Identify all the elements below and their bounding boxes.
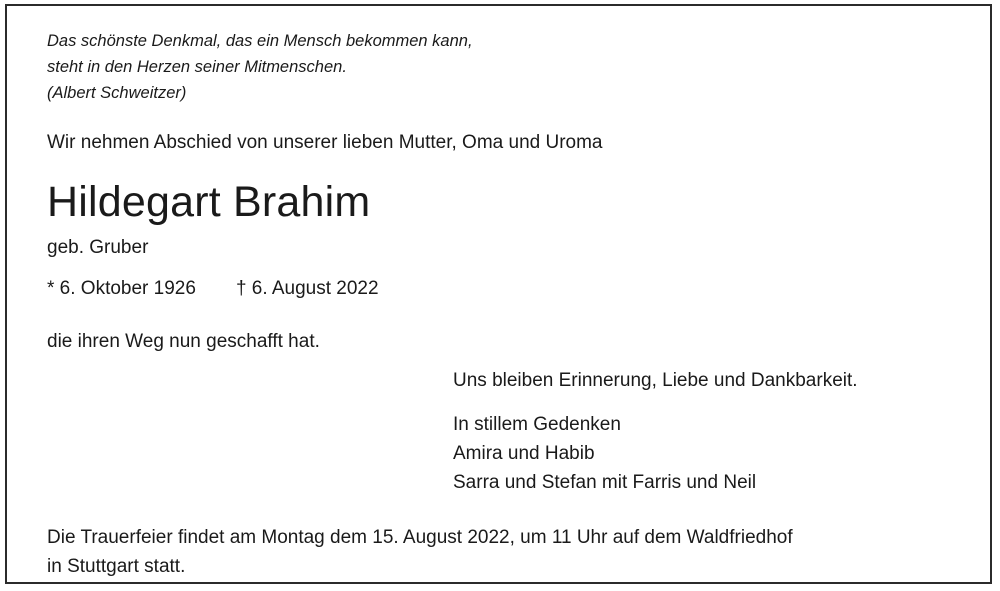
mourners-line-2: Sarra und Stefan mit Farris und Neil xyxy=(453,472,757,493)
funeral-info xyxy=(47,523,793,581)
funeral-line-1: Die Trauerfeier findet am Montag dem 15. August 2022, um 11 Uhr auf dem Waldfriedhof xyxy=(47,527,793,548)
quote-author: (Albert Schweitzer) xyxy=(47,84,187,102)
life-dates xyxy=(47,276,379,302)
intro-text: Wir nehmen Abschied von unserer lieben Mutter, Oma und Uroma xyxy=(47,132,603,153)
closing-line: die ihren Weg nun geschafft hat. xyxy=(47,331,320,352)
obituary-frame xyxy=(5,4,992,584)
quote-line-1: Das schönste Denkmal, das ein Mensch bekommen kann, xyxy=(47,32,473,50)
mourners-block xyxy=(453,410,756,497)
quote-block xyxy=(47,28,473,106)
birth-date: * 6. Oktober 1926 xyxy=(47,278,196,299)
mourners-line-1: Amira und Habib xyxy=(453,443,595,464)
maiden-name: geb. Gruber xyxy=(47,237,149,258)
quote-line-2: steht in den Herzen seiner Mitmenschen. xyxy=(47,58,347,76)
funeral-line-2: in Stuttgart statt. xyxy=(47,556,186,577)
deceased-name: Hildegart Brahim xyxy=(47,178,371,226)
mourners-heading: In stillem Gedenken xyxy=(453,414,621,435)
remembrance-text xyxy=(453,366,858,395)
remembrance-line: Uns bleiben Erinnerung, Liebe und Dankbarkeit. xyxy=(453,370,858,391)
death-date: † 6. August 2022 xyxy=(235,278,379,299)
